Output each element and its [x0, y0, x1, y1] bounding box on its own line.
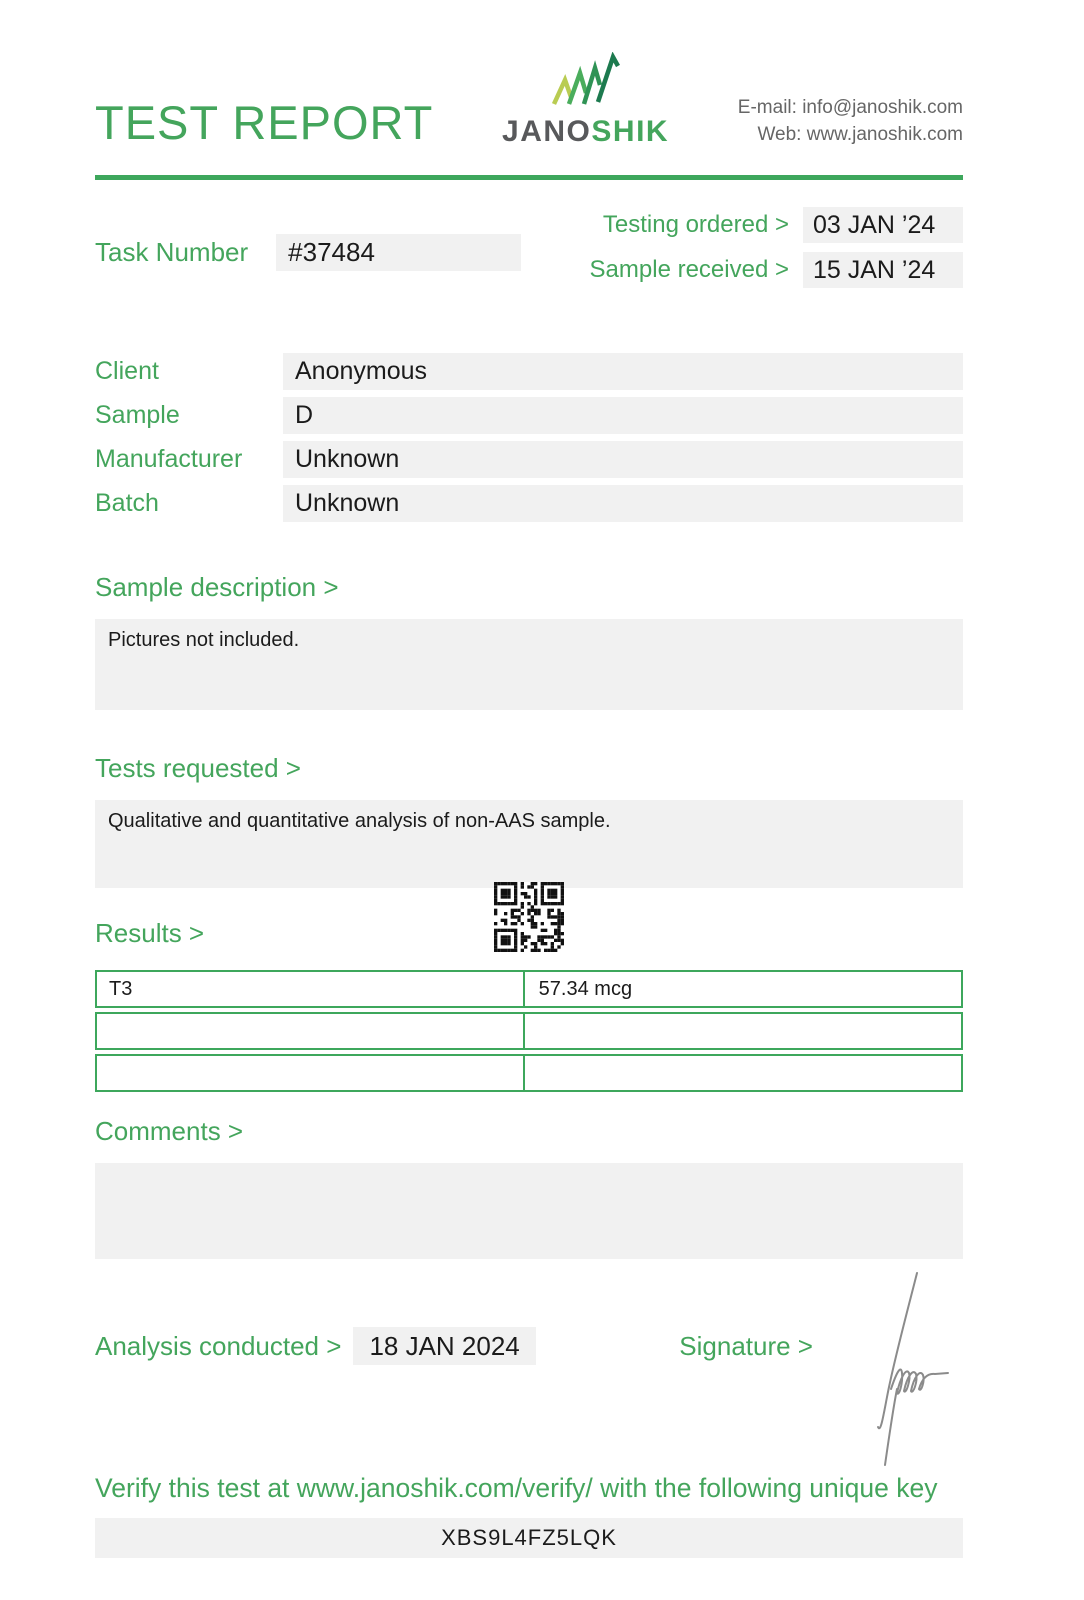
sample-received-row [590, 252, 963, 288]
client-label: Client [95, 357, 159, 385]
table-row [95, 1054, 963, 1092]
result-analyte: T3 [97, 972, 525, 1006]
sample-label: Sample [95, 401, 180, 429]
comments-box [95, 1163, 963, 1259]
batch-value: Unknown [283, 485, 963, 522]
testing-ordered-row [590, 207, 963, 243]
manufacturer-value: Unknown [283, 441, 963, 478]
analysis-conducted-label: Analysis conducted > [95, 1330, 342, 1361]
sample-description-heading: Sample description > [95, 572, 339, 602]
sample-value: D [283, 397, 963, 434]
result-analyte [97, 1056, 525, 1090]
page-title: TEST REPORT [95, 96, 434, 150]
task-number-value: #37484 [276, 234, 521, 271]
signature-label: Signature > [679, 1330, 813, 1361]
contact-web: Web: www.janoshik.com [757, 124, 963, 146]
verify-instruction: Verify this test at www.janoshik.com/verify/ with the following unique key [95, 1473, 938, 1503]
signature-image [851, 1269, 971, 1472]
results-header [95, 918, 963, 949]
table-row [95, 1012, 963, 1050]
analysis-conducted-value: 18 JAN 2024 [353, 1327, 535, 1365]
field-row-sample [95, 397, 963, 434]
logo-text-jano: JANO [502, 115, 592, 148]
logo-chart-icon [550, 52, 622, 111]
results-heading: Results > [95, 918, 205, 948]
logo-text-shik: SHIK [591, 115, 670, 148]
comments-heading: Comments > [95, 1116, 244, 1146]
header-divider [95, 175, 963, 180]
table-row [95, 970, 963, 1008]
result-amount: 57.34 mcg [538, 978, 633, 1000]
task-section [95, 207, 963, 297]
testing-ordered-value: 03 JAN ’24 [803, 207, 963, 243]
sample-received-label: Sample received > [589, 256, 789, 283]
sample-description-box: Pictures not included. [95, 619, 963, 710]
field-row-client [95, 353, 963, 390]
report-header [95, 52, 963, 149]
logo-wordmark [502, 115, 669, 149]
field-row-batch [95, 485, 963, 522]
batch-label: Batch [95, 489, 159, 517]
field-row-manufacturer [95, 441, 963, 478]
footer-row [95, 1327, 963, 1365]
sample-received-value: 15 JAN ’24 [803, 252, 963, 288]
manufacturer-label: Manufacturer [95, 445, 243, 473]
results-table [95, 970, 963, 1092]
client-value: Anonymous [283, 353, 963, 390]
contact-block [738, 94, 963, 149]
result-amount [525, 1014, 961, 1048]
info-fields [95, 353, 963, 522]
task-number-label: Task Number [95, 236, 249, 267]
testing-ordered-label: Testing ordered > [602, 211, 789, 238]
contact-email: E-mail: info@janoshik.com [737, 96, 963, 118]
janoshik-logo [433, 52, 737, 149]
result-amount [525, 1056, 961, 1090]
result-analyte [97, 1014, 525, 1048]
tests-requested-box: Qualitative and quantitative analysis of non-AAS sample. [95, 800, 963, 888]
qr-code [494, 882, 564, 952]
verify-key: XBS9L4FZ5LQK [95, 1518, 963, 1558]
tests-requested-heading: Tests requested > [95, 753, 301, 783]
